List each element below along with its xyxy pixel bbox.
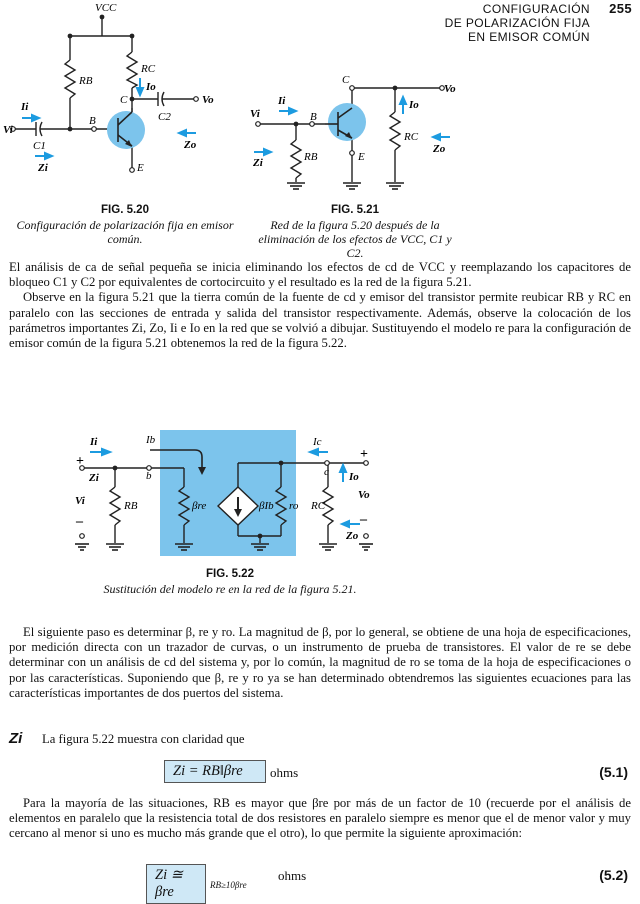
figure-5-22-title: FIG. 5.22: [206, 568, 254, 580]
plus-right: +: [360, 447, 368, 462]
figure-5-22-text: Sustitución del modelo re en la red de la figura 5.21.: [103, 582, 357, 596]
header-line-1: CONFIGURACIÓN: [482, 2, 590, 16]
paragraph-intro-1: El análisis de ca de señal pequeña se inicia eliminando los efectos de cd de VCC y reemplazando los capacitores de bloqueo C1 y C2 por equivalentes de cortocircuito y el resultado es la red de la figura 5.21.: [9, 260, 631, 290]
b-label: B: [89, 115, 96, 127]
page-number: 255: [609, 1, 632, 16]
rc-label: RC: [311, 500, 326, 512]
paragraph-parameters-text: El siguiente paso es determinar β, re y ro. La magnitud de β, por lo general, se obtiene de una hoja de especificaciones, por medición directa con un trazador de curvas, o un instrumento de prueba de transistores. El valor de re se debe determinar con un análisis de cd del sistema y, por lo común, la magnitud de ro se toma de la hoja de especificaciones o por las características. Suponiendo que β, re y ro ya se han determinado obtendremos las siguientes ecuaciones para las características importantes de dos puertos del sistema.: [9, 625, 631, 700]
vi-label: Vi: [250, 108, 260, 120]
rc-label: RC: [141, 63, 156, 75]
b-label: b: [146, 470, 152, 482]
rb-label: RB: [79, 75, 93, 87]
figure-5-20-title: FIG. 5.20: [101, 204, 149, 216]
zi-label: Zi: [89, 472, 99, 484]
paragraph-intro: [9, 260, 631, 351]
figure-5-20-circuit: [0, 0, 220, 195]
e-label: E: [137, 162, 144, 174]
figure-5-21-caption: [250, 203, 460, 260]
equation-5-2: Zi ≅ βre: [146, 864, 206, 904]
bre-label: βre: [192, 500, 207, 512]
zo-label: Zo: [184, 139, 197, 151]
b-label: B: [310, 111, 317, 123]
vcc-label: VCC: [95, 2, 117, 14]
ib-label: Ib: [146, 434, 156, 446]
section-heading-zi: Zi: [9, 730, 23, 747]
figure-5-20-caption: [0, 203, 250, 246]
figure-5-20-text: Configuración de polarización fija en emisor común.: [16, 218, 234, 246]
minus-left: –: [76, 514, 83, 529]
vo-label: Vo: [358, 489, 370, 501]
plus-left: +: [76, 454, 84, 469]
paragraph-parameters: [9, 625, 631, 701]
figure-5-21-text: Red de la figura 5.20 después de la eliminación de los efectos de VCC, C1 y C2.: [258, 218, 452, 260]
section-zi-text: La figura 5.22 muestra con claridad que: [42, 732, 245, 746]
zi-label: Zi: [253, 157, 263, 169]
paragraph-approximation: [9, 796, 631, 842]
bib-label: βIb: [259, 500, 274, 512]
io-label: Io: [146, 81, 156, 93]
equation-5-2-number: (5.2): [599, 867, 628, 883]
vo-label: Vo: [202, 94, 214, 106]
c-label: c: [324, 466, 329, 478]
equation-5-2-unit: ohms: [278, 868, 307, 883]
running-header: [445, 2, 632, 44]
header-line-2: DE POLARIZACIÓN FIJA: [444, 16, 590, 30]
zo-label: Zo: [346, 530, 359, 542]
zi-label: Zi: [38, 162, 48, 174]
e-label: E: [358, 151, 365, 163]
paragraph-approximation-text: Para la mayoría de las situaciones, RB es mayor que βre por más de un factor de 10 (recuerde por el análisis de elementos en paralelo que la resistencia total de dos resistores en paralelo siempre es menor que el de menor valor y muy cercano al menor si uno es mucho más grande que el otro), lo que permite la siguiente aproximación:: [9, 796, 631, 841]
ii-label: Ii: [90, 436, 98, 448]
rc-label: RC: [404, 131, 419, 143]
header-line-3: EN EMISOR COMÚN: [467, 30, 590, 44]
c-label: C: [120, 94, 128, 106]
rb-label: RB: [304, 151, 318, 163]
ic-label: Ic: [313, 436, 322, 448]
vi-label: Vi: [75, 495, 85, 507]
zo-label: Zo: [433, 143, 446, 155]
io-label: Io: [349, 471, 359, 483]
vi-label: Vi: [3, 124, 13, 136]
equation-5-1: Zi = RB‖βre: [164, 760, 266, 783]
paragraph-intro-2: Observe en la figura 5.21 que la tierra común de la fuente de cd y emisor del transistor permite reubicar RB y RC en paralelo con las secciones de entrada y salida del transistor respectivamente. Además, observe la colocación de los parámetros importantes Zi, Zo, Ii e Io en la red que se volvió a dibujar. Sustituyendo el modelo re para la configuración de emisor común de la figura 5.21 obtenemos la red de la figura 5.22.: [9, 290, 631, 351]
figure-5-22-caption: [80, 567, 380, 596]
minus-right: –: [360, 512, 367, 527]
ii-label: Ii: [278, 95, 286, 107]
figure-5-21-circuit: [250, 0, 460, 195]
c-label: C: [342, 74, 350, 86]
equation-5-1-unit: ohms: [270, 765, 299, 780]
ii-label: Ii: [21, 101, 29, 113]
equation-5-1-number: (5.1): [599, 764, 628, 780]
rb-label: RB: [124, 500, 138, 512]
figure-5-21-title: FIG. 5.21: [331, 204, 379, 216]
equation-5-2-condition: RB≥10βre: [210, 880, 247, 890]
ro-label: ro: [289, 500, 299, 512]
figure-5-22-circuit: [70, 425, 380, 560]
c1-label: C1: [33, 140, 46, 152]
io-label: Io: [409, 99, 419, 111]
c2-label: C2: [158, 111, 171, 123]
vo-label: Vo: [444, 83, 456, 95]
